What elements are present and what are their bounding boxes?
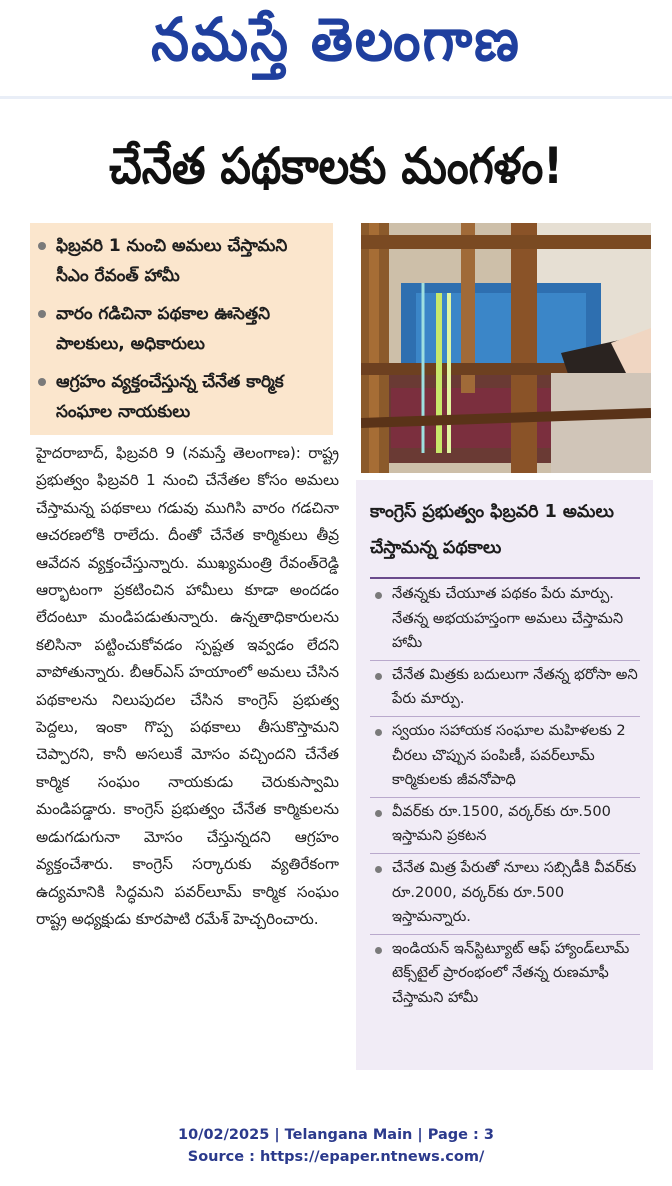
highlight-text: ఫిబ్రవరి 1 నుంచి అమలు చేస్తామని సీఎం రేవంత్ హామీ <box>56 236 288 286</box>
bullet-icon <box>375 592 382 599</box>
list-item-text: ఇండియన్ ఇన్‌స్టిట్యూట్ ఆఫ్ హ్యాండ్‌లూమ్ టెక్స్‌టైల్ ప్రారంభంలో నేతన్న రుణమాఫీ చేస్తామని హామీ <box>392 939 630 1006</box>
article-body: హైదరాబాద్, ఫిబ్రవరి 9 (నమస్తే తెలంగాణ): రాష్ట్ర ప్రభుత్వం ఫిబ్రవరి 1 నుంచి చేనేతల కోసం అమలు చేస్తామన్న పథకాలు గడువు ముగిసి వారం గడచినా ఆచరణలోకి రాలేదు. దీంతో చేనేత కార్మికులు తీవ్ర ఆవేదన వ్యక్తంచేస్తున్నారు. ముఖ్యమంత్రి రేవంత్‌రెడ్డి ఆర్భాటంగా ప్రకటించిన హామీలు కూడా అందడం లేదంటూ మండిపడుతున్నారు. ఉన్నతాధికారులను కలిసినా పట్టించుకోవడం స్పష్టత ఇవ్వడం లేదని వాపోతున్నారు. బీఆర్‌ఎస్ హయాంలో అమలు చేసిన పథకాలను నిలుపుదల చేసిన కాంగ్రెస్ ప్రభుత్వ పెద్దలు, ఇంకా గొప్ప పథకాలు తీసుకొస్తామని చెప్పారని, కానీ అసలుకే మోసం వచ్చిందని చేనేత కార్మిక సంఘం నాయకుడు చెరుకుస్వామి మండిపడ్డారు. కాంగ్రెస్ ప్రభుత్వం చేనేత కార్మికులను అడుగడుగునా మోసం చేస్తున్నదని ఆగ్రహం వ్యక్తంచేశారు. కాంగ్రెస్ సర్కారుకు వ్యతిరేకంగా ఉద్యమానికి సిద్ధమని పవర్‌లూమ్ కార్మిక సంఘం రాష్ట్ర అధ్యక్షుడు కూరపాటి రమేశ్ హెచ్చరించారు. <box>36 444 339 928</box>
sidebar-divider <box>370 577 640 579</box>
list-item <box>370 798 640 854</box>
bullet-icon <box>38 242 46 250</box>
list-item-text: నేతన్నకు చేయూత పథకం పేరు మార్పు. నేతన్న అభయహస్తంగా అమలు చేస్తామని హామీ <box>392 585 624 652</box>
list-item-text: స్వయం సహాయక సంఘాల మహిళలకు 2 చీరలు చొప్పున పంపిణీ, పవర్‌లూమ్ కార్మికులకు జీవనోపాధి <box>392 721 626 789</box>
handloom-weaving-photo <box>361 223 651 473</box>
list-item-text: చేనేత మిత్రకు బదులుగా నేతన్న భరోసా అని పేరు మార్పు. <box>392 665 638 708</box>
page-footer <box>0 1124 672 1168</box>
schemes-sidebar <box>356 480 653 1070</box>
masthead-title: నమస్తే తెలంగాణ <box>151 4 521 75</box>
bullet-icon <box>375 673 382 680</box>
bullet-icon <box>375 810 382 817</box>
bullet-icon <box>38 378 46 386</box>
loom-illustration <box>361 223 651 473</box>
highlight-item <box>30 367 324 427</box>
list-item <box>370 717 640 798</box>
list-item <box>370 935 640 1015</box>
list-item-text: చేనేత మిత్ర పేరుతో నూలు సబ్సిడీకి వీవర్‌కు రూ.2000, వర్కర్‌కు రూ.500 ఇస్తామన్నారు. <box>392 858 637 926</box>
list-item <box>370 661 640 717</box>
highlight-item <box>30 231 324 291</box>
article-headline: చేనేత పథకాలకు మంగళం! <box>109 137 563 195</box>
footer-source-line: Source : https://epaper.ntnews.com/ <box>187 1149 485 1165</box>
bullet-icon <box>375 729 382 736</box>
bullet-icon <box>375 866 382 873</box>
masthead-divider <box>0 96 672 99</box>
sidebar-list <box>370 580 640 1015</box>
bullet-icon <box>375 947 382 954</box>
highlight-text: వారం గడిచినా పథకాల ఊసెత్తని పాలకులు, అధికారులు <box>56 304 271 354</box>
list-item <box>370 580 640 661</box>
list-item-text: వీవర్‌కు రూ.1500, వర్కర్‌కు రూ.500 ఇస్తామని ప్రకటన <box>392 802 611 845</box>
highlight-item <box>30 299 324 359</box>
list-item <box>370 854 640 935</box>
highlight-text: ఆగ్రహం వ్యక్తంచేస్తున్న చేనేత కార్మిక సంఘాల నాయకులు <box>56 372 284 422</box>
footer-date-line: 10/02/2025 | Telangana Main | Page : 3 <box>177 1127 494 1143</box>
sidebar-title: కాంగ్రెస్ ప్రభుత్వం ఫిబ్రవరి 1 అమలు చేస్తామన్న పథకాలు <box>370 502 614 558</box>
bullet-icon <box>38 310 46 318</box>
highlights-box <box>30 223 333 435</box>
